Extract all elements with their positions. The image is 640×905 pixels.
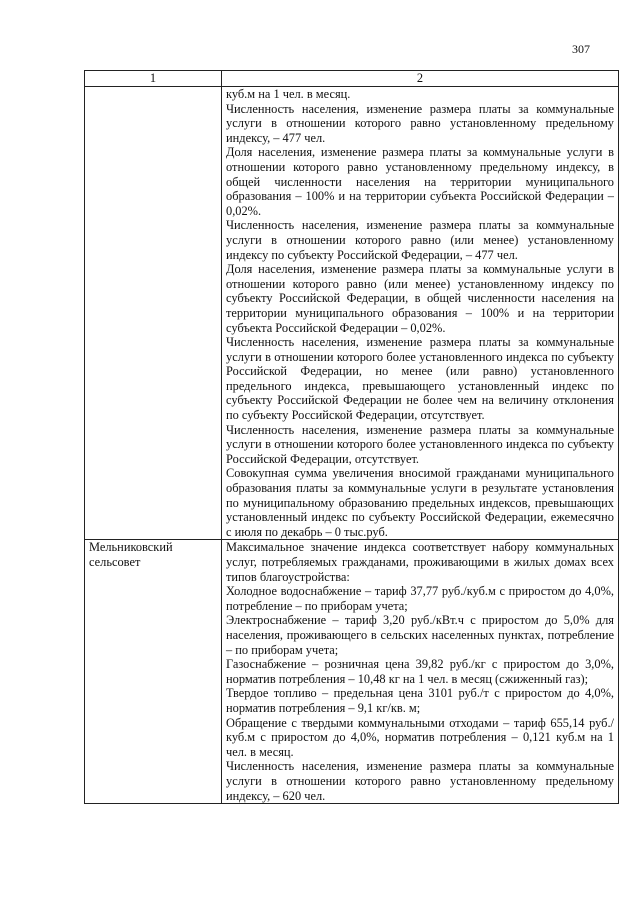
paragraph: Численность населения, изменение размера платы за коммунальные услуги в отношении которого равно установленному предельному индексу, – 477 чел.: [226, 101, 614, 145]
paragraph: Обращение с твердыми коммунальными отходами – тариф 655,14 руб./куб.м с приростом до 4,0%, норматив потребления – 0,121 куб.м на 1 чел. в месяц.: [226, 715, 614, 759]
paragraph: Холодное водоснабжение – тариф 37,77 руб./куб.м с приростом до 4,0%, потребление – по приборам учета;: [226, 584, 614, 613]
table-header-row: [85, 71, 619, 87]
paragraph: Численность населения, изменение размера платы за коммунальные услуги в отношении которого более установленного индекса по субъекту Российской Федерации, отсутствует.: [226, 422, 614, 466]
row-content: [222, 87, 619, 540]
paragraph: Численность населения, изменение размера платы за коммунальные услуги в отношении которого равно установленному предельному индексу, – 620 чел.: [226, 759, 614, 803]
table-row: [85, 540, 619, 804]
paragraph: Газоснабжение – розничная цена 39,82 руб./кг с приростом до 3,0%, норматив потребления – 10,48 кг на 1 чел. в месяц (сжиженный газ);: [226, 657, 614, 686]
paragraph: Твердое топливо – предельная цена 3101 руб./т с приростом до 4,0%, норматив потребления – 9,1 кг/кв. м;: [226, 686, 614, 715]
table-row: [85, 87, 619, 540]
header-col-2: 2: [222, 71, 619, 87]
municipality-label: Мельниковский сельсовет: [85, 540, 222, 804]
paragraph: куб.м на 1 чел. в месяц.: [226, 87, 351, 101]
paragraph: Численность населения, изменение размера платы за коммунальные услуги в отношении которого равно (или менее) установленному индексу по субъекту Российской Федерации, – 477 чел.: [226, 218, 614, 262]
row-content: [222, 540, 619, 804]
municipality-label: [85, 87, 222, 540]
paragraph: Доля населения, изменение размера платы за коммунальные услуги в отношении которого равно установленному предельному индексу, в общей численности населения на территории муниципального образования – 100% и на территории субъекта Российской Федерации – 0,02%.: [226, 145, 614, 218]
page-number: 307: [572, 42, 590, 56]
paragraph: Доля населения, изменение размера платы за коммунальные услуги в отношении которого равно (или менее) установленному индексу по субъекту Российской Федерации, в общей численности населения на территории муниципального образования – 100% и на территории субъекта Российской Федерации – 0,02%.: [226, 262, 614, 335]
header-col-1: 1: [85, 71, 222, 87]
data-table: [84, 70, 619, 804]
paragraph: Совокупная сумма увеличения вносимой гражданами муниципального образования платы за коммунальные услуги в результате установления по муниципальному образованию предельных индексов, превышающих установленный индекс по субъекту Российской Федерации, ежемесячно с июля по декабрь – 0 тыс.руб.: [226, 466, 614, 539]
paragraph: Максимальное значение индекса соответствует набору коммунальных услуг, потребляемых гражданами, проживающими в жилых домах всех типов благоустройства:: [226, 540, 614, 584]
paragraph: Численность населения, изменение размера платы за коммунальные услуги в отношении которого более установленного индекса по субъекту Российской Федерации, но менее (или равно) установленного предельного индекса, превышающего установленный индекс по субъекту Российской Федерации не более чем на величину отклонения по субъекту Российской Федерации, отсутствует.: [226, 335, 614, 423]
paragraph: Электроснабжение – тариф 3,20 руб./кВт.ч с приростом до 5,0% для населения, проживающего в сельских населенных пунктах, потребление – по приборам учета;: [226, 613, 614, 657]
